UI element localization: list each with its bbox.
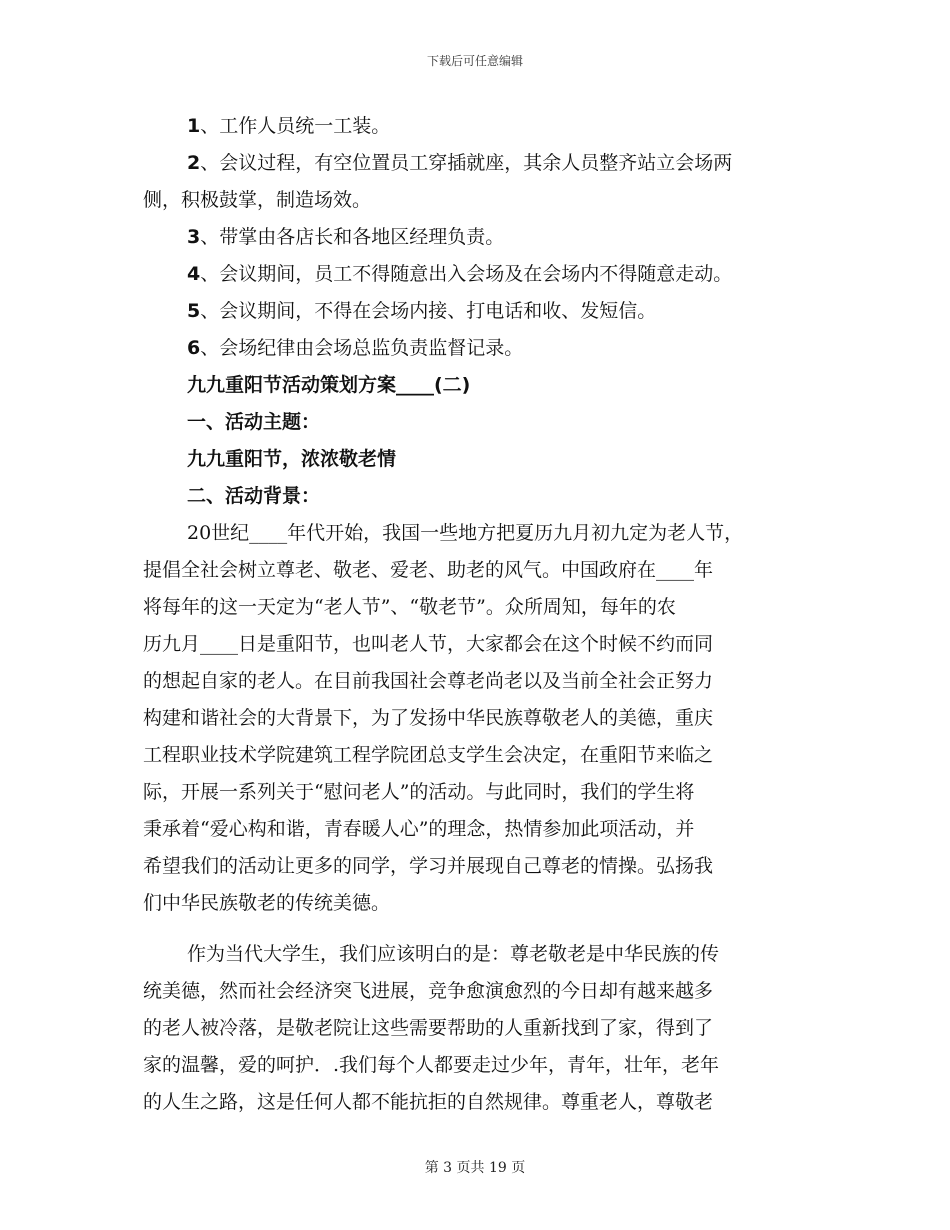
rule-number: 5 <box>187 300 201 322</box>
paragraph-1-line: 秉承着“爱心构和谐，青春暖人心”的理念，热情参加此项活动，并 <box>143 818 695 840</box>
rule-text: 、会议期间，员工不得随意出入会场及在会场内不得随意走动。 <box>200 263 733 285</box>
document-body <box>143 108 803 1121</box>
paragraph-2-line: 统美德，然而社会经济突飞进展，竞争愈演愈烈的今日却有越来越多 <box>143 980 714 1002</box>
section-title: 九九重阳节活动策划方案____(二) <box>187 374 471 396</box>
rule-item-3 <box>143 219 803 256</box>
paragraph-1-line: 20世纪____年代开始，我国一些地方把夏历九月初九定为老人节， <box>187 522 744 544</box>
rule-number: 3 <box>187 226 201 248</box>
background-heading: 二、活动背景： <box>187 485 321 507</box>
theme-heading: 一、活动主题： <box>187 411 321 433</box>
paragraph-1-line: 将每年的这一天定为“老人节”、“敬老节”。众所周知，每年的农 <box>143 596 676 618</box>
paragraph-2-line: 的人生之路，这是任何人都不能抗拒的自然规律。尊重老人，尊敬老 <box>143 1091 714 1113</box>
rule-text: 、会议期间，不得在会场内接、打电话和收、发短信。 <box>200 300 657 322</box>
rule-number: 2 <box>187 152 201 174</box>
paragraph-2-line: 的老人被冷落，是敬老院让这些需要帮助的人重新找到了家，得到了 <box>143 1017 714 1039</box>
rule-item-4 <box>143 256 803 293</box>
paragraph-1-line: 工程职业技术学院建筑工程学院团总支学生会决定，在重阳节来临之 <box>143 744 714 766</box>
rule-item-2 <box>143 145 803 182</box>
paragraph-1-line: 的想起自家的老人。在目前我国社会尊老尚老以及当前全社会正努力 <box>143 670 714 692</box>
rule-text: 、带掌由各店长和各地区经理负责。 <box>200 226 505 248</box>
rule-text: 、会议过程，有空位置员工穿插就座，其余人员整齐站立会场两 <box>200 152 733 174</box>
rule-item-2-continued: 侧，积极鼓掌，制造场效。 <box>143 189 372 211</box>
rule-number: 4 <box>187 263 201 285</box>
paragraph-spacer <box>143 922 803 936</box>
rule-text: 、工作人员统一工装。 <box>200 115 391 137</box>
paragraph-1-line: 们中华民族敬老的传统美德。 <box>143 892 391 914</box>
theme-text: 九九重阳节，浓浓敬老情 <box>187 448 397 470</box>
paragraph-1-line: 历九月____日是重阳节，也叫老人节，大家都会在这个时候不约而同 <box>143 633 714 655</box>
paragraph-1-line: 际，开展一系列关于“慰问老人”的活动。与此同时，我们的学生将 <box>143 781 695 803</box>
rule-item-5 <box>143 293 803 330</box>
paragraph-2-line: 作为当代大学生，我们应该明白的是：尊老敬老是中华民族的传 <box>187 943 720 965</box>
rule-number: 6 <box>187 337 201 359</box>
rule-item-6 <box>143 330 803 367</box>
paragraph-2-line: 家的温馨，爱的呵护．.我们每个人都要走过少年，青年，壮年，老年 <box>143 1054 720 1076</box>
paragraph-1-line: 构建和谐社会的大背景下，为了发扬中华民族尊敬老人的美德，重庆 <box>143 707 714 729</box>
rule-text: 、会场纪律由会场总监负责监督记录。 <box>200 337 524 359</box>
paragraph-1-line: 提倡全社会树立尊老、敬老、爱老、助老的风气。中国政府在____年 <box>143 559 714 581</box>
paragraph-1-line: 希望我们的活动让更多的同学，学习并展现自己尊老的情操。弘扬我 <box>143 855 714 877</box>
rule-number: 1 <box>187 115 201 137</box>
page-footer: 第 3 页共 19 页 <box>424 1160 526 1176</box>
page-header: 下载后可任意编辑 <box>426 54 523 68</box>
rule-item-1 <box>143 108 803 145</box>
